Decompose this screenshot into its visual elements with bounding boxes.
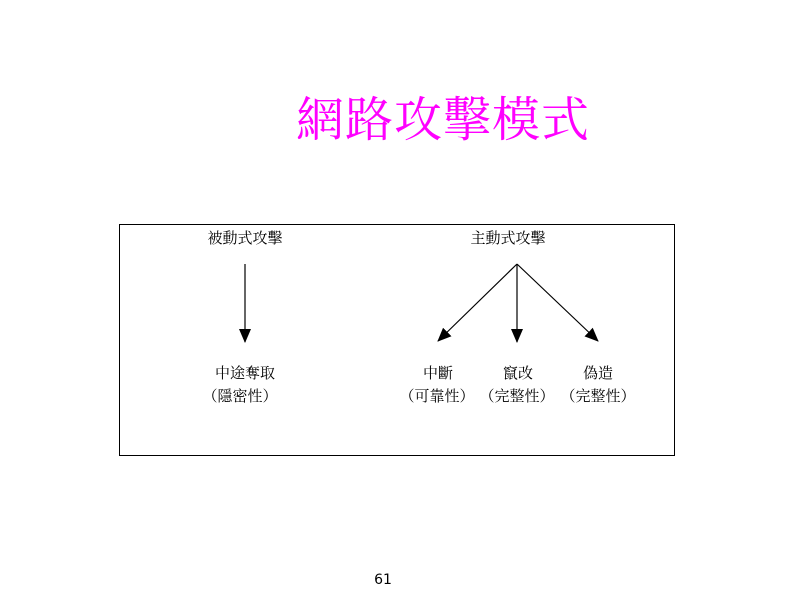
interception-property: （隱密性） (202, 387, 278, 405)
fabrication-property: （完整性） (560, 387, 636, 405)
interruption-property: （可靠性） (399, 387, 475, 405)
active-attack-label: 主動式攻擊 (470, 229, 546, 247)
page-number: 61 (374, 572, 392, 588)
modification-label: 竄改 (502, 364, 534, 382)
modification-property: （完整性） (479, 387, 555, 405)
active-arrow-interrupt (438, 264, 517, 341)
interception-label: 中途奪取 (214, 364, 276, 382)
slide-title: 網路攻擊模式 (296, 92, 591, 148)
fabrication-label: 偽造 (582, 364, 614, 382)
passive-attack-label: 被動式攻擊 (207, 229, 283, 247)
active-arrow-fabricate (517, 264, 598, 341)
interruption-label: 中斷 (422, 364, 454, 382)
